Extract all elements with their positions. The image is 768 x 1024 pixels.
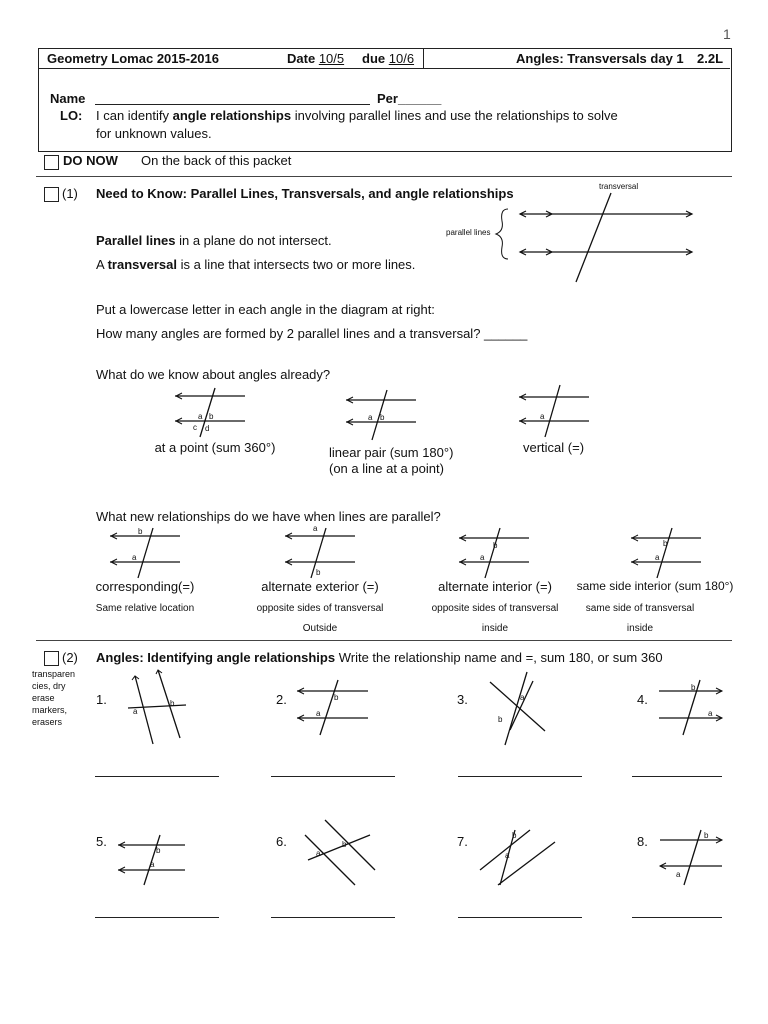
svg-text:a: a — [505, 851, 510, 860]
caption-alternate-interior: alternate interior (=) — [438, 579, 552, 594]
answer-blank-5[interactable] — [95, 917, 219, 918]
instruction-letter: Put a lowercase letter in each angle in the diagram at right: — [96, 302, 435, 317]
svg-text:b: b — [380, 413, 385, 422]
answer-blank-7[interactable] — [458, 917, 582, 918]
svg-text:a: a — [316, 849, 321, 858]
lo-label: LO: — [60, 108, 83, 123]
svg-text:b: b — [691, 683, 696, 692]
svg-text:b: b — [316, 568, 321, 577]
date-label: Date 10/5 — [287, 51, 345, 66]
caption-at-a-point: at a point (sum 360°) — [154, 440, 276, 455]
desc-alternate-interior-2: inside — [481, 623, 509, 634]
problem-6-number: 6. — [276, 834, 287, 849]
parallel-def: Parallel lines in a plane do not intersect. — [96, 233, 332, 248]
problem-8-diagram — [660, 830, 722, 885]
svg-text:a: a — [313, 524, 318, 533]
problem-7-number: 7. — [457, 834, 468, 849]
svg-text:b: b — [704, 831, 709, 840]
lo-text-line2: for unknown values. — [96, 126, 212, 141]
svg-text:a: a — [316, 709, 321, 718]
desc-same-side-interior-2: inside — [626, 623, 654, 634]
svg-text:b: b — [334, 693, 339, 702]
answer-blank-6[interactable] — [271, 917, 395, 918]
name-label: Name — [50, 91, 86, 106]
parallel-lines-label: parallel lines — [446, 228, 491, 237]
svg-text:b: b — [342, 840, 347, 849]
problem-5-diagram — [118, 835, 185, 885]
svg-text:a: a — [540, 412, 545, 421]
svg-text:a: a — [520, 693, 525, 702]
answer-blank-4[interactable] — [632, 776, 722, 777]
svg-text:a: a — [198, 412, 203, 421]
date-value: 10/5 — [318, 51, 345, 66]
course-title: Geometry Lomac 2015-2016 — [47, 51, 219, 66]
svg-text:b: b — [498, 715, 503, 724]
problem-5-number: 5. — [96, 834, 107, 849]
answer-blank-8[interactable] — [632, 917, 722, 918]
desc-same-side-interior: same side of transversal — [585, 603, 695, 614]
svg-text:b: b — [493, 541, 498, 550]
do-now-label: DO NOW — [63, 153, 118, 168]
svg-text:a: a — [150, 860, 155, 869]
due-label: due 10/6 — [362, 51, 415, 66]
section1-number: (1) — [62, 186, 78, 201]
svg-text:b: b — [209, 412, 214, 421]
worksheet-code: 2.2L — [697, 51, 724, 66]
svg-text:b: b — [138, 527, 143, 536]
desc-alternate-interior: opposite sides of transversal — [431, 603, 559, 614]
section2-number: (2) — [62, 650, 78, 665]
desc-alternate-exterior: opposite sides of transversal — [256, 603, 384, 614]
transversal-def: A transversal is a line that intersects two or more lines. — [96, 257, 416, 272]
svg-text:a: a — [133, 707, 138, 716]
caption-linear-pair-line2: (on a line at a point) — [329, 461, 444, 476]
svg-text:a: a — [132, 553, 137, 562]
caption-vertical: vertical (=) — [523, 440, 585, 455]
svg-text:a: a — [480, 553, 485, 562]
do-now-text: On the back of this packet — [141, 153, 292, 168]
problem-4-diagram — [659, 680, 722, 735]
caption-same-side-interior: same side interior (sum 180°) — [576, 579, 734, 593]
svg-text:a: a — [708, 709, 713, 718]
problem-2-number: 2. — [276, 692, 287, 707]
desc-alternate-exterior-2: Outside — [302, 623, 338, 634]
problem-1-diagram — [128, 670, 186, 744]
problem-1-number: 1. — [96, 692, 107, 707]
question-what-new: What new relationships do we have when lines are parallel? — [96, 509, 441, 524]
caption-linear-pair: linear pair (sum 180°) — [329, 445, 454, 460]
svg-text:c: c — [193, 423, 197, 432]
due-value: 10/6 — [388, 51, 415, 66]
svg-text:d: d — [205, 424, 210, 433]
lo-text: I can identify angle relationships involving parallel lines and use the relationships to solve — [96, 108, 618, 123]
answer-blank-3[interactable] — [458, 776, 582, 777]
problem-3-diagram — [490, 672, 545, 745]
svg-text:a: a — [655, 553, 660, 562]
problem-7-diagram — [480, 830, 555, 885]
svg-text:a: a — [676, 870, 681, 879]
question-what-know: What do we know about angles already? — [96, 367, 331, 382]
period-label: Per______ — [377, 91, 442, 106]
section1-title: Need to Know: Parallel Lines, Transversals, and angle relationships — [96, 186, 514, 201]
question-how-many: How many angles are formed by 2 parallel lines and a transversal? ______ — [96, 326, 528, 341]
svg-text:b: b — [170, 699, 175, 708]
transversal-label: transversal — [599, 182, 639, 191]
problem-3-number: 3. — [457, 692, 468, 707]
svg-text:b: b — [512, 831, 517, 840]
answer-blank-1[interactable] — [95, 776, 219, 777]
answer-blank-2[interactable] — [271, 776, 395, 777]
worksheet-title: Angles: Transversals day 1 — [516, 51, 684, 66]
problem-4-number: 4. — [637, 692, 648, 707]
problem-6-diagram — [305, 820, 375, 885]
problem-8-number: 8. — [637, 834, 648, 849]
section2-supplies: transparen cies, dry erase markers, erasers — [32, 669, 76, 727]
desc-corresponding: Same relative location — [95, 603, 195, 614]
caption-alternate-exterior: alternate exterior (=) — [261, 579, 379, 594]
svg-text:b: b — [663, 539, 668, 548]
caption-corresponding: corresponding(=) — [95, 579, 195, 594]
page-number: 1 — [723, 26, 731, 42]
svg-text:a: a — [368, 413, 373, 422]
svg-text:b: b — [156, 846, 161, 855]
problem-2-diagram — [297, 680, 368, 735]
section2-title: Angles: Identifying angle relationships Write the relationship name and =, sum 180, or sum 360 — [96, 650, 663, 665]
